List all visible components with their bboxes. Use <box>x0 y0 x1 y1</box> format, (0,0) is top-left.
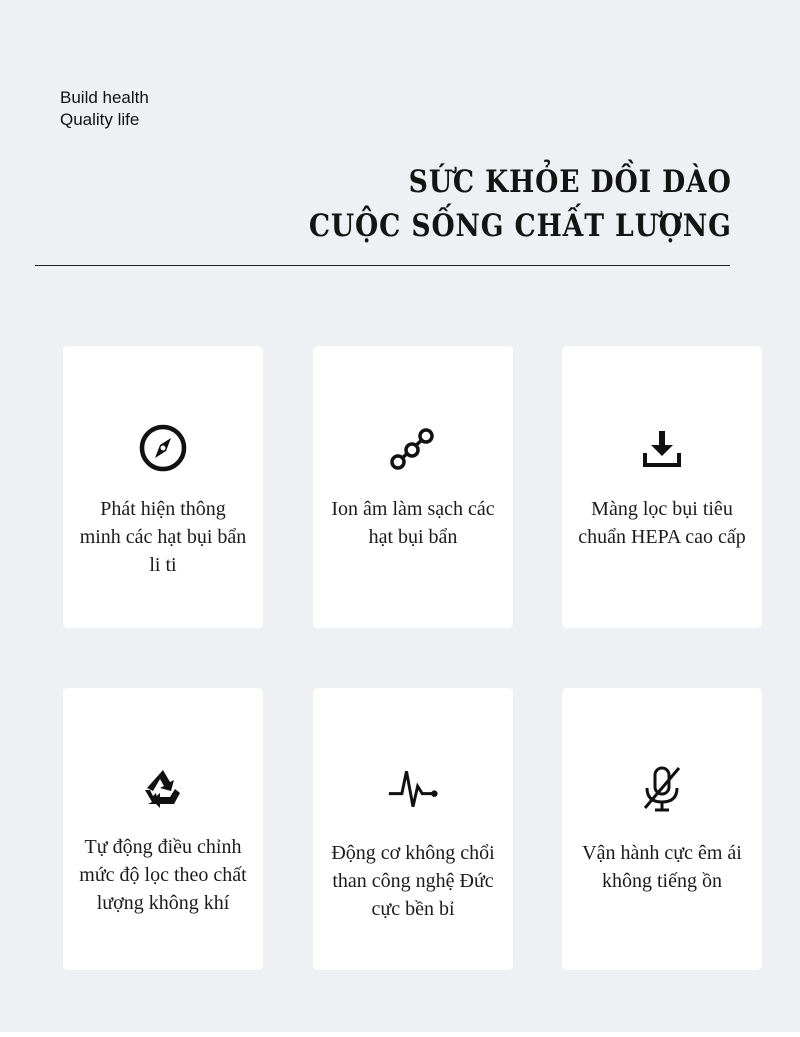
heartbeat-icon <box>387 763 439 815</box>
node-chain-icon <box>387 422 439 474</box>
compass-icon <box>137 422 189 474</box>
title-line-2: CUỘC SỐNG CHẤT LƯỢNG <box>309 208 732 244</box>
page-title <box>309 160 732 248</box>
eyebrow-line-1: Build health <box>60 88 149 107</box>
feature-card-auto-adjust <box>63 688 263 970</box>
feature-card-hepa-filter <box>562 346 762 628</box>
feature-card-silent-operation <box>562 688 762 970</box>
feature-card-negative-ion <box>313 346 513 628</box>
eyebrow-text <box>60 87 149 131</box>
feature-card-brushless-motor <box>313 688 513 970</box>
feature-card-smart-detection <box>63 346 263 628</box>
mic-off-icon <box>636 763 688 815</box>
header-divider <box>35 265 730 266</box>
title-line-1: SỨC KHỎE DỒI DÀO <box>408 164 732 200</box>
feature-label: Động cơ không chổi than công nghệ Đức cực bền bỉ <box>331 842 495 920</box>
feature-label: Vận hành cực êm ái không tiếng ồn <box>582 842 742 892</box>
download-icon <box>636 422 688 474</box>
eyebrow-line-2: Quality life <box>60 110 140 129</box>
feature-label: Ion âm làm sạch các hạt bụi bẩn <box>331 498 495 548</box>
recycle-icon <box>137 763 189 815</box>
feature-label: Phát hiện thông minh các hạt bụi bẩn li ti <box>79 498 247 576</box>
feature-label: Tự động điều chỉnh mức độ lọc theo chất lượng không khí <box>79 836 247 914</box>
feature-label: Màng lọc bụi tiêu chuẩn HEPA cao cấp <box>578 498 746 548</box>
